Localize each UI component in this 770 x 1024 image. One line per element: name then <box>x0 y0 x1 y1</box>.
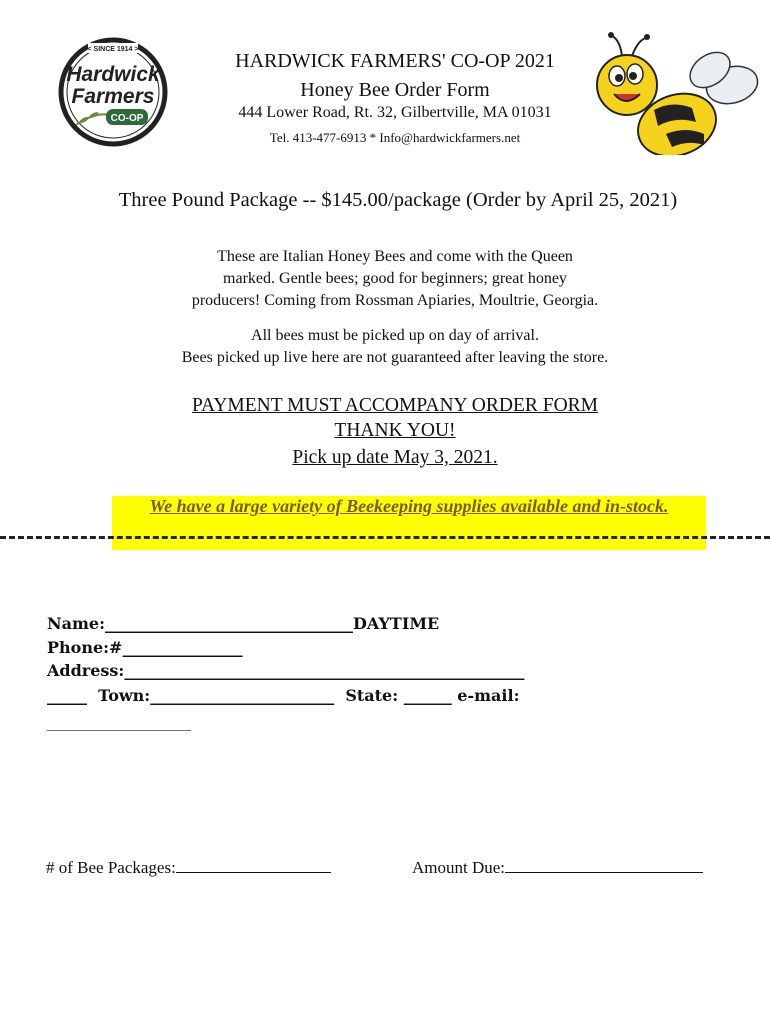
promo-text: We have a large variety of Beekeeping supplies available and in-stock. <box>149 496 669 516</box>
header-subtitle: Honey Bee Order Form <box>300 79 490 101</box>
state-label: State: <box>345 686 399 705</box>
name-row <box>47 614 439 633</box>
address-row <box>47 661 524 680</box>
description-line: producers! Coming from Rossman Apiaries, Moultrie, Georgia. <box>191 292 599 309</box>
email-field[interactable]: __________________ <box>47 712 191 731</box>
logo-badge: CO-OP <box>110 113 144 124</box>
amount-field[interactable] <box>505 871 703 873</box>
pickup-line: Bees picked up live here are not guaranteed after leaving the store. <box>181 349 609 366</box>
name-label: Name: <box>47 614 106 633</box>
header-title: HARDWICK FARMERS' CO-OP 2021 <box>235 50 555 72</box>
email-label: e-mail: <box>457 686 520 705</box>
town-row <box>47 686 519 705</box>
address-label: Address: <box>47 661 125 680</box>
email-row <box>47 712 191 731</box>
pickup-date: Pick up date May 3, 2021. <box>292 447 498 468</box>
state-field[interactable]: ______ <box>403 686 452 705</box>
packages-label: # of Bee Packages: <box>46 858 176 877</box>
address-field-cont[interactable]: _____ <box>47 686 87 705</box>
town-field[interactable]: _______________________ <box>150 686 335 705</box>
town-label: Town: <box>98 686 151 705</box>
description-paragraph <box>100 246 690 312</box>
logo-line1: Hardwick <box>66 63 160 86</box>
cut-line <box>0 536 770 539</box>
daytime-label: DAYTIME <box>353 614 440 633</box>
logo-line2: Farmers <box>71 85 155 108</box>
logo-since: < SINCE 1914 > <box>87 46 139 53</box>
pickup-notice <box>100 325 690 369</box>
description-line: marked. Gentle bees; good for beginners; great honey <box>223 270 567 287</box>
description-line: These are Italian Honey Bees and come with the Queen <box>217 248 573 265</box>
packages-row <box>46 858 331 878</box>
amount-label: Amount Due: <box>412 858 506 877</box>
phone-label: Phone:# <box>47 638 123 657</box>
name-field[interactable]: _______________________________ <box>105 614 354 633</box>
payment-notice: PAYMENT MUST ACCOMPANY ORDER FORM <box>191 395 599 416</box>
phone-field[interactable]: _______________ <box>122 638 243 657</box>
header-address: 444 Lower Road, Rt. 32, Gilbertville, MA 01031 <box>238 104 552 121</box>
package-price-line: Three Pound Package -- $145.00/package (Order by April 25, 2021) <box>118 189 678 211</box>
header-contact: Tel. 413-477-6913 * Info@hardwickfarmers.net <box>269 130 521 145</box>
thank-you: THANK YOU! <box>334 420 456 441</box>
pickup-line: All bees must be picked up on day of arrival. <box>251 327 539 344</box>
packages-field[interactable] <box>176 871 331 873</box>
amount-row <box>412 858 703 878</box>
address-field[interactable]: __________________________________________________ <box>124 661 525 680</box>
phone-row <box>47 638 242 657</box>
